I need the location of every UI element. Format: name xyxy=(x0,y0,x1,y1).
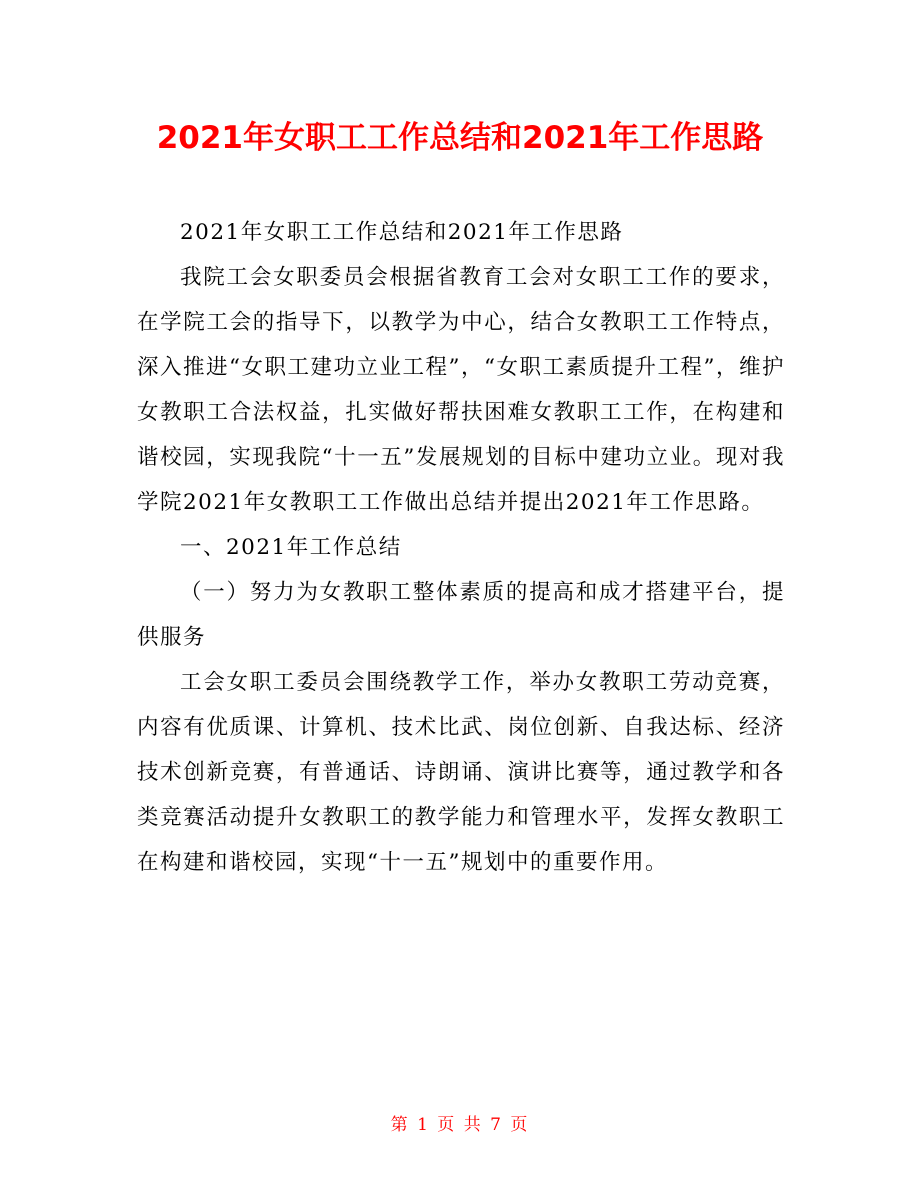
page-number-footer: 第 1 页 共 7 页 xyxy=(390,1115,530,1135)
paragraph-subtitle: 2021年女职工工作总结和2021年工作思路 xyxy=(180,220,624,245)
document-body xyxy=(137,210,785,885)
paragraph-body: 工会女职工委员会围绕教学工作，举办女教职工劳动竞赛，内容有优质课、计算机、技术比武、岗位创新、自我达标、经济技术创新竞赛，有普通话、诗朗诵、演讲比赛等，通过教学和各类竞赛活动提升女教职工的教学能力和管理水平，发挥女教职工在构建和谐校园，实现“十一五”规划中的重要作用。 xyxy=(137,670,785,875)
document-title: 2021年女职工工作总结和2021年工作思路 xyxy=(156,120,764,156)
section-heading: 一、2021年工作总结 xyxy=(180,535,402,560)
subsection-heading: （一）努力为女教职工整体素质的提高和成才搭建平台，提供服务 xyxy=(137,580,785,650)
paragraph-intro: 我院工会女职委员会根据省教育工会对女职工工作的要求，在学院工会的指导下，以教学为中心，结合女教职工工作特点，深入推进“女职工建功立业工程”，“女职工素质提升工程”，维护女教职工合法权益，扎实做好帮扶困难女教职工工作，在构建和谐校园，实现我院“十一五”发展规划的目标中建功立业。现对我学院2021年女教职工工作做出总结并提出2021年工作思路。 xyxy=(137,265,785,515)
